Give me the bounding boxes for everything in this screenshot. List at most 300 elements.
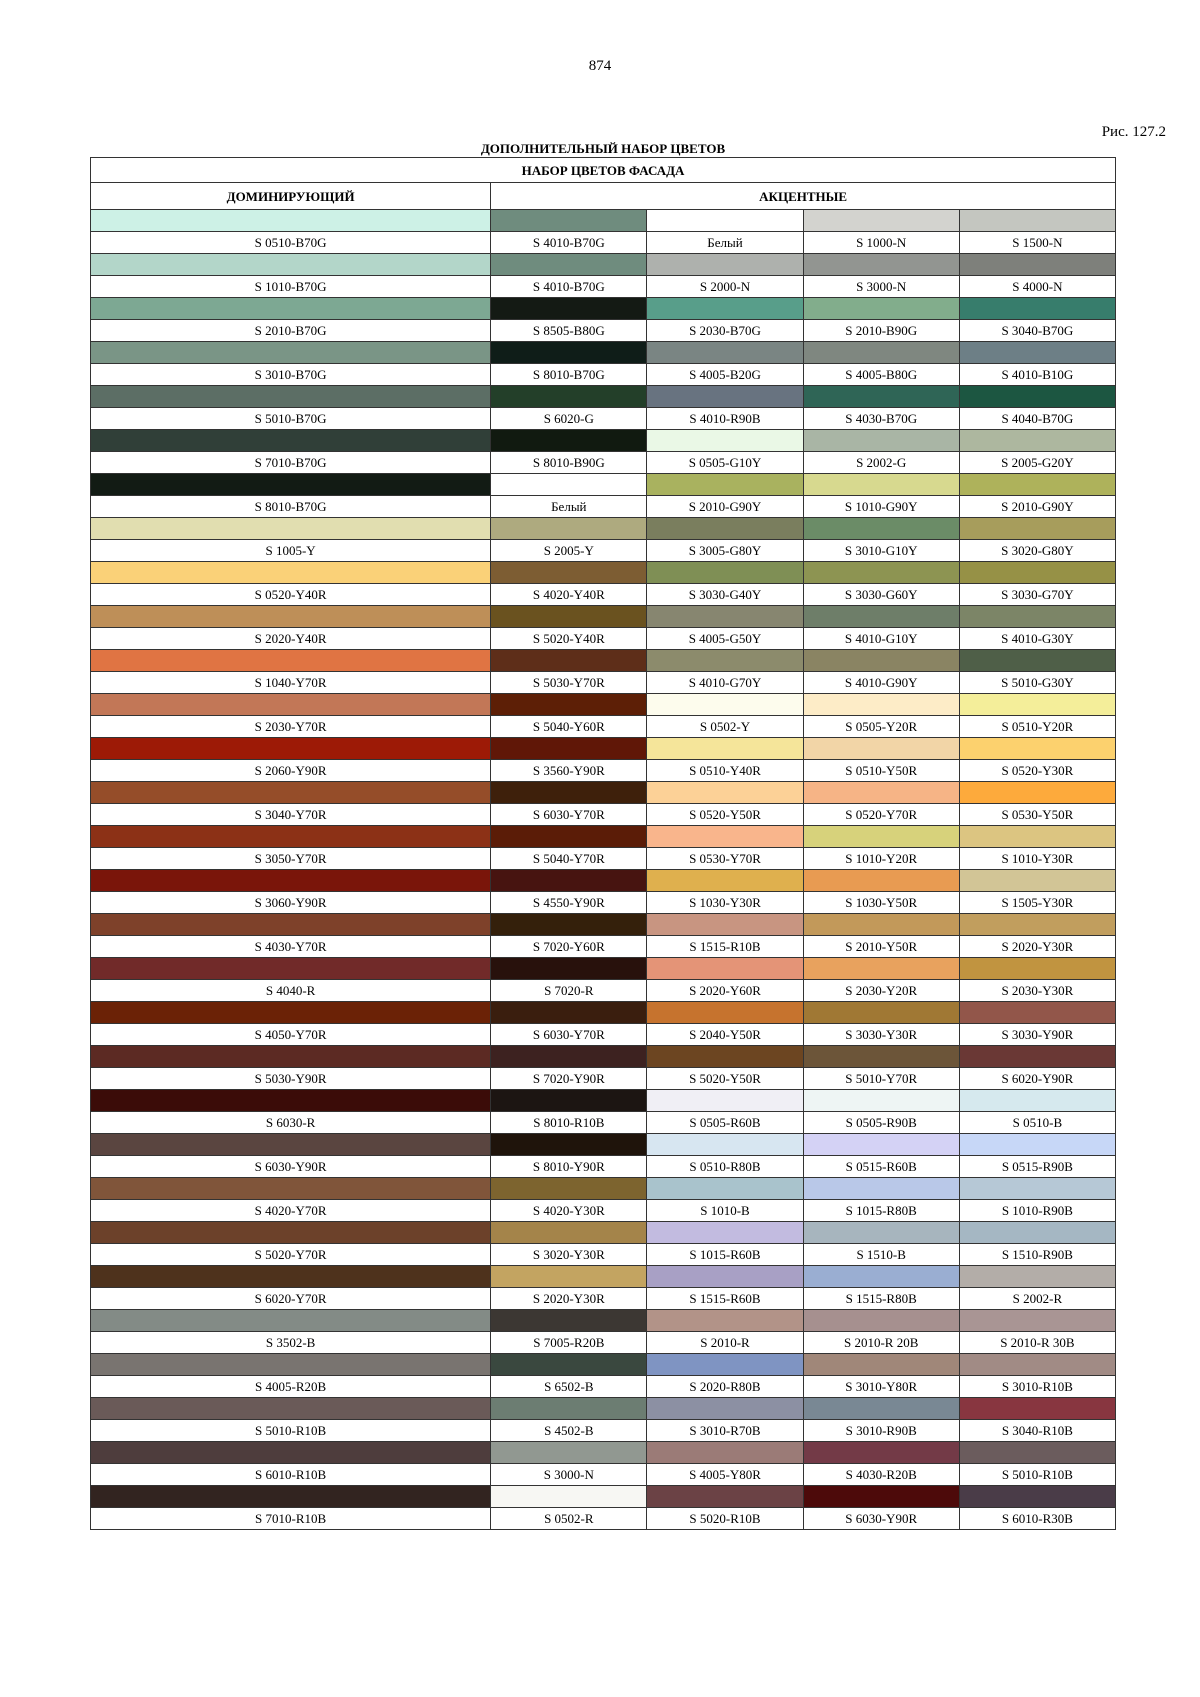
accent-color-code: S 2000-N xyxy=(647,276,803,298)
accent-color-code: S 4030-R20B xyxy=(803,1464,959,1486)
accent-color-code: S 0530-Y70R xyxy=(647,848,803,870)
accent-color-code: S 0515-R60B xyxy=(803,1156,959,1178)
accent-color-swatch xyxy=(491,1442,647,1464)
accent-color-code: S 1510-B xyxy=(803,1244,959,1266)
accent-color-swatch xyxy=(959,210,1115,232)
accent-color-swatch xyxy=(647,826,803,848)
accent-color-swatch xyxy=(803,870,959,892)
accent-color-code: S 5020-R10B xyxy=(647,1508,803,1530)
accent-color-swatch xyxy=(647,958,803,980)
dominant-color-code: S 4050-Y70R xyxy=(91,1024,491,1046)
accent-color-swatch xyxy=(647,650,803,672)
accent-color-swatch xyxy=(803,254,959,276)
accent-color-swatch xyxy=(647,1398,803,1420)
name-row xyxy=(91,1332,1116,1354)
accent-color-swatch xyxy=(803,1266,959,1288)
accent-color-code: Белый xyxy=(647,232,803,254)
dominant-color-code: S 6020-Y70R xyxy=(91,1288,491,1310)
accent-color-code: S 2020-Y60R xyxy=(647,980,803,1002)
accent-color-swatch xyxy=(959,958,1115,980)
accent-color-swatch xyxy=(959,1442,1115,1464)
accent-color-swatch xyxy=(959,870,1115,892)
swatch-row xyxy=(91,562,1116,584)
accent-color-swatch xyxy=(959,1134,1115,1156)
swatch-row xyxy=(91,298,1116,320)
accent-color-code: S 1015-R80B xyxy=(803,1200,959,1222)
name-row xyxy=(91,892,1116,914)
table-subtitle: НАБОР ЦВЕТОВ ФАСАДА xyxy=(91,158,1116,183)
swatch-row xyxy=(91,1002,1116,1024)
accent-color-code: S 3040-B70G xyxy=(959,320,1115,342)
dominant-color-code: S 0520-Y40R xyxy=(91,584,491,606)
dominant-color-swatch xyxy=(91,562,491,584)
accent-color-swatch xyxy=(803,782,959,804)
accent-color-code: S 6010-R30B xyxy=(959,1508,1115,1530)
dominant-color-code: S 0510-B70G xyxy=(91,232,491,254)
accent-color-swatch xyxy=(647,1442,803,1464)
swatch-row xyxy=(91,826,1116,848)
dominant-color-code: S 3502-B xyxy=(91,1332,491,1354)
accent-color-code: S 1010-R90B xyxy=(959,1200,1115,1222)
name-row xyxy=(91,1112,1116,1134)
name-row xyxy=(91,672,1116,694)
accent-color-swatch xyxy=(803,1046,959,1068)
accent-color-swatch xyxy=(959,1178,1115,1200)
accent-color-code: S 2010-R xyxy=(647,1332,803,1354)
accent-color-swatch xyxy=(647,606,803,628)
accent-color-code: S 6020-G xyxy=(491,408,647,430)
accent-color-code: S 1010-Y30R xyxy=(959,848,1115,870)
accent-color-code: S 3010-R70B xyxy=(647,1420,803,1442)
dominant-color-code: S 4030-Y70R xyxy=(91,936,491,958)
accent-color-code: S 0505-R60B xyxy=(647,1112,803,1134)
accent-color-code: S 8010-R10B xyxy=(491,1112,647,1134)
accent-color-code: S 4005-Y80R xyxy=(647,1464,803,1486)
accent-color-swatch xyxy=(803,738,959,760)
dominant-color-code: S 3060-Y90R xyxy=(91,892,491,914)
accent-color-code: S 4030-B70G xyxy=(803,408,959,430)
accent-color-swatch xyxy=(959,1398,1115,1420)
accent-color-swatch xyxy=(803,958,959,980)
swatch-row xyxy=(91,1442,1116,1464)
dominant-color-code: S 2030-Y70R xyxy=(91,716,491,738)
accent-color-swatch xyxy=(959,298,1115,320)
accent-color-swatch xyxy=(959,562,1115,584)
accent-color-code: S 2010-Y50R xyxy=(803,936,959,958)
accent-color-code: S 5010-R10B xyxy=(959,1464,1115,1486)
accent-color-code: S 4010-G10Y xyxy=(803,628,959,650)
name-row xyxy=(91,1508,1116,1530)
dominant-color-code: S 6030-Y90R xyxy=(91,1156,491,1178)
dominant-color-code: S 6010-R10B xyxy=(91,1464,491,1486)
dominant-color-swatch xyxy=(91,606,491,628)
dominant-color-code: S 3010-B70G xyxy=(91,364,491,386)
accent-color-swatch xyxy=(803,1310,959,1332)
dominant-color-code: S 5010-R10B xyxy=(91,1420,491,1442)
name-row xyxy=(91,584,1116,606)
accent-color-swatch xyxy=(647,1046,803,1068)
name-row xyxy=(91,1068,1116,1090)
accent-color-code: S 3010-Y80R xyxy=(803,1376,959,1398)
swatch-row xyxy=(91,342,1116,364)
accent-color-code: S 3560-Y90R xyxy=(491,760,647,782)
swatch-row xyxy=(91,1090,1116,1112)
accent-color-swatch xyxy=(959,254,1115,276)
accent-color-code: S 1510-R90B xyxy=(959,1244,1115,1266)
accent-color-swatch xyxy=(803,1354,959,1376)
accent-color-code: S 1500-N xyxy=(959,232,1115,254)
accent-color-code: S 4010-G30Y xyxy=(959,628,1115,650)
accent-color-code: S 8010-Y90R xyxy=(491,1156,647,1178)
swatch-row xyxy=(91,386,1116,408)
accent-color-code: S 1030-Y50R xyxy=(803,892,959,914)
accent-color-code: S 4020-Y40R xyxy=(491,584,647,606)
accent-color-code: S 6502-B xyxy=(491,1376,647,1398)
accent-color-swatch xyxy=(803,694,959,716)
accent-color-swatch xyxy=(647,210,803,232)
accent-color-swatch xyxy=(491,474,647,496)
accent-color-code: S 1515-R60B xyxy=(647,1288,803,1310)
accent-color-code: S 0505-G10Y xyxy=(647,452,803,474)
accent-color-code: S 4005-G50Y xyxy=(647,628,803,650)
accent-color-swatch xyxy=(647,1486,803,1508)
accent-color-swatch xyxy=(803,562,959,584)
dominant-color-swatch xyxy=(91,1310,491,1332)
accent-color-code: S 5040-Y70R xyxy=(491,848,647,870)
accent-color-swatch xyxy=(647,254,803,276)
dominant-color-swatch xyxy=(91,694,491,716)
dominant-color-swatch xyxy=(91,738,491,760)
accent-color-code: S 2030-Y30R xyxy=(959,980,1115,1002)
name-row xyxy=(91,1200,1116,1222)
accent-color-code: S 4550-Y90R xyxy=(491,892,647,914)
accent-color-swatch xyxy=(491,1354,647,1376)
accent-color-code: S 0520-Y30R xyxy=(959,760,1115,782)
name-row xyxy=(91,540,1116,562)
accent-color-code: S 0520-Y50R xyxy=(647,804,803,826)
accent-color-swatch xyxy=(647,738,803,760)
accent-color-code: S 2030-Y20R xyxy=(803,980,959,1002)
accent-color-swatch xyxy=(647,782,803,804)
accent-color-code: S 4020-Y30R xyxy=(491,1200,647,1222)
accent-color-code: S 0505-R90B xyxy=(803,1112,959,1134)
accent-color-swatch xyxy=(491,1486,647,1508)
accent-color-code: S 1015-R60B xyxy=(647,1244,803,1266)
dominant-color-swatch xyxy=(91,914,491,936)
name-row xyxy=(91,716,1116,738)
name-row xyxy=(91,1024,1116,1046)
accent-color-code: S 3010-R90B xyxy=(803,1420,959,1442)
name-row xyxy=(91,980,1116,1002)
accent-color-swatch xyxy=(959,518,1115,540)
dominant-color-code: S 5020-Y70R xyxy=(91,1244,491,1266)
accent-color-swatch xyxy=(647,694,803,716)
name-row xyxy=(91,1244,1116,1266)
color-swatch-table xyxy=(90,157,1116,1530)
accent-color-code: S 0505-Y20R xyxy=(803,716,959,738)
accent-color-swatch xyxy=(959,1046,1115,1068)
accent-color-swatch xyxy=(647,1002,803,1024)
accent-color-code: S 3030-Y30R xyxy=(803,1024,959,1046)
dominant-color-swatch xyxy=(91,298,491,320)
accent-color-code: S 5010-Y70R xyxy=(803,1068,959,1090)
dominant-color-swatch xyxy=(91,1002,491,1024)
accent-color-swatch xyxy=(491,1266,647,1288)
accent-color-code: S 1505-Y30R xyxy=(959,892,1115,914)
dominant-color-code: S 2010-B70G xyxy=(91,320,491,342)
accent-color-swatch xyxy=(491,914,647,936)
dominant-color-swatch xyxy=(91,254,491,276)
accent-color-code: S 2002-R xyxy=(959,1288,1115,1310)
accent-color-code: S 6030-Y90R xyxy=(803,1508,959,1530)
name-row xyxy=(91,1376,1116,1398)
accent-color-swatch xyxy=(647,1178,803,1200)
swatch-row xyxy=(91,1178,1116,1200)
accent-color-swatch xyxy=(803,1178,959,1200)
accent-color-swatch xyxy=(959,386,1115,408)
accent-color-code: S 4502-B xyxy=(491,1420,647,1442)
name-row xyxy=(91,804,1116,826)
accent-color-swatch xyxy=(491,958,647,980)
accent-color-code: S 0530-Y50R xyxy=(959,804,1115,826)
dominant-color-swatch xyxy=(91,1134,491,1156)
swatch-row xyxy=(91,650,1116,672)
accent-color-swatch xyxy=(647,430,803,452)
swatch-row xyxy=(91,1310,1116,1332)
accent-color-code: S 5010-G30Y xyxy=(959,672,1115,694)
swatch-row xyxy=(91,914,1116,936)
accent-color-swatch xyxy=(959,342,1115,364)
accent-color-code: S 3030-Y90R xyxy=(959,1024,1115,1046)
accent-color-swatch xyxy=(491,562,647,584)
accent-color-code: S 3005-G80Y xyxy=(647,540,803,562)
name-row xyxy=(91,1288,1116,1310)
accent-color-swatch xyxy=(491,430,647,452)
accent-color-code: S 3020-Y30R xyxy=(491,1244,647,1266)
accent-color-code: S 8505-B80G xyxy=(491,320,647,342)
accent-color-swatch xyxy=(491,1002,647,1024)
accent-color-code: S 0510-B xyxy=(959,1112,1115,1134)
accent-color-code: S 8010-B70G xyxy=(491,364,647,386)
swatch-row xyxy=(91,870,1116,892)
name-row xyxy=(91,364,1116,386)
dominant-color-code: S 4040-R xyxy=(91,980,491,1002)
swatch-row xyxy=(91,254,1116,276)
accent-color-code: S 0510-Y40R xyxy=(647,760,803,782)
dominant-color-code: S 3040-Y70R xyxy=(91,804,491,826)
accent-color-swatch xyxy=(647,342,803,364)
dominant-color-swatch xyxy=(91,1486,491,1508)
accent-color-swatch xyxy=(491,870,647,892)
accent-color-swatch xyxy=(803,914,959,936)
accent-color-code: S 2020-Y30R xyxy=(491,1288,647,1310)
dominant-color-swatch xyxy=(91,342,491,364)
accent-color-code: S 3010-G10Y xyxy=(803,540,959,562)
accent-color-code: S 3020-G80Y xyxy=(959,540,1115,562)
accent-color-swatch xyxy=(959,1222,1115,1244)
accent-color-code: S 4010-G90Y xyxy=(803,672,959,694)
accent-color-swatch xyxy=(803,1134,959,1156)
accent-color-swatch xyxy=(803,1398,959,1420)
accent-color-code: S 2020-R80B xyxy=(647,1376,803,1398)
accent-color-swatch xyxy=(647,914,803,936)
swatch-row xyxy=(91,694,1116,716)
accent-color-swatch xyxy=(959,1354,1115,1376)
accent-color-swatch xyxy=(959,1090,1115,1112)
dominant-color-code: S 5030-Y90R xyxy=(91,1068,491,1090)
accent-color-swatch xyxy=(803,518,959,540)
accent-color-code: S 4005-B80G xyxy=(803,364,959,386)
swatch-row xyxy=(91,1354,1116,1376)
accent-color-code: S 5020-Y40R xyxy=(491,628,647,650)
accent-color-code: S 4010-B10G xyxy=(959,364,1115,386)
accent-color-code: Белый xyxy=(491,496,647,518)
accent-color-swatch xyxy=(491,342,647,364)
accent-color-code: S 3040-R10B xyxy=(959,1420,1115,1442)
accent-color-swatch xyxy=(491,518,647,540)
accent-color-code: S 4010-B70G xyxy=(491,276,647,298)
accent-color-code: S 7020-R xyxy=(491,980,647,1002)
accent-color-code: S 4010-B70G xyxy=(491,232,647,254)
accent-color-code: S 1515-R10B xyxy=(647,936,803,958)
dominant-color-swatch xyxy=(91,518,491,540)
dominant-color-swatch xyxy=(91,430,491,452)
accent-color-swatch xyxy=(491,782,647,804)
accent-color-swatch xyxy=(647,1354,803,1376)
accent-color-code: S 6030-Y70R xyxy=(491,1024,647,1046)
accent-color-swatch xyxy=(803,1002,959,1024)
name-row xyxy=(91,1156,1116,1178)
accent-color-swatch xyxy=(491,826,647,848)
accent-color-swatch xyxy=(803,342,959,364)
accent-color-swatch xyxy=(959,1486,1115,1508)
swatch-row xyxy=(91,606,1116,628)
accent-color-swatch xyxy=(491,1090,647,1112)
accent-color-swatch xyxy=(491,1178,647,1200)
accent-color-swatch xyxy=(647,1310,803,1332)
accent-color-code: S 0510-R80B xyxy=(647,1156,803,1178)
dominant-color-swatch xyxy=(91,1178,491,1200)
swatch-row xyxy=(91,430,1116,452)
name-row xyxy=(91,760,1116,782)
dominant-color-swatch xyxy=(91,386,491,408)
dominant-color-code: S 2060-Y90R xyxy=(91,760,491,782)
accent-color-code: S 2030-B70G xyxy=(647,320,803,342)
accent-color-swatch xyxy=(491,386,647,408)
header-accent: АКЦЕНТНЫЕ xyxy=(491,183,1116,210)
accent-color-swatch xyxy=(803,430,959,452)
accent-color-swatch xyxy=(959,914,1115,936)
swatch-row xyxy=(91,1134,1116,1156)
dominant-color-code: S 8010-B70G xyxy=(91,496,491,518)
name-row xyxy=(91,936,1116,958)
dominant-color-swatch xyxy=(91,210,491,232)
accent-color-code: S 2040-Y50R xyxy=(647,1024,803,1046)
accent-color-swatch xyxy=(803,474,959,496)
accent-color-swatch xyxy=(647,298,803,320)
dominant-color-swatch xyxy=(91,782,491,804)
swatch-row xyxy=(91,1486,1116,1508)
accent-color-swatch xyxy=(647,518,803,540)
dominant-color-swatch xyxy=(91,1354,491,1376)
accent-color-code: S 8010-B90G xyxy=(491,452,647,474)
accent-color-code: S 2010-B90G xyxy=(803,320,959,342)
accent-color-code: S 1010-B xyxy=(647,1200,803,1222)
dominant-color-swatch xyxy=(91,1398,491,1420)
accent-color-swatch xyxy=(803,606,959,628)
accent-color-swatch xyxy=(959,650,1115,672)
dominant-color-swatch xyxy=(91,1046,491,1068)
name-row xyxy=(91,848,1116,870)
accent-color-code: S 1000-N xyxy=(803,232,959,254)
dominant-color-swatch xyxy=(91,826,491,848)
accent-color-swatch xyxy=(491,650,647,672)
accent-color-code: S 4010-R90B xyxy=(647,408,803,430)
page-number: 874 xyxy=(588,58,612,74)
accent-color-swatch xyxy=(491,254,647,276)
dominant-color-swatch xyxy=(91,1090,491,1112)
accent-color-swatch xyxy=(491,210,647,232)
accent-color-swatch xyxy=(491,1398,647,1420)
header-dominant: ДОМИНИРУЮЩИЙ xyxy=(91,183,491,210)
accent-color-code: S 0515-R90B xyxy=(959,1156,1115,1178)
accent-color-swatch xyxy=(959,826,1115,848)
accent-color-swatch xyxy=(647,1266,803,1288)
name-row xyxy=(91,496,1116,518)
accent-color-swatch xyxy=(803,210,959,232)
accent-color-code: S 4000-N xyxy=(959,276,1115,298)
dominant-color-code: S 4020-Y70R xyxy=(91,1200,491,1222)
accent-color-swatch xyxy=(647,870,803,892)
accent-color-code: S 5040-Y60R xyxy=(491,716,647,738)
accent-color-code: S 2020-Y30R xyxy=(959,936,1115,958)
name-row xyxy=(91,320,1116,342)
accent-color-code: S 0502-R xyxy=(491,1508,647,1530)
accent-color-code: S 7020-Y90R xyxy=(491,1068,647,1090)
accent-color-swatch xyxy=(803,1090,959,1112)
accent-color-code: S 5030-Y70R xyxy=(491,672,647,694)
accent-color-swatch xyxy=(647,386,803,408)
name-row xyxy=(91,232,1116,254)
name-row xyxy=(91,628,1116,650)
accent-color-swatch xyxy=(959,474,1115,496)
accent-color-swatch xyxy=(803,650,959,672)
dominant-color-code: S 1040-Y70R xyxy=(91,672,491,694)
accent-color-swatch xyxy=(491,606,647,628)
swatch-row xyxy=(91,1266,1116,1288)
accent-color-code: S 2010-G90Y xyxy=(647,496,803,518)
accent-color-code: S 3000-N xyxy=(803,276,959,298)
accent-color-code: S 1010-G90Y xyxy=(803,496,959,518)
swatch-row xyxy=(91,210,1116,232)
dominant-color-swatch xyxy=(91,870,491,892)
name-row xyxy=(91,1420,1116,1442)
accent-color-code: S 2005-G20Y xyxy=(959,452,1115,474)
accent-color-code: S 0510-Y50R xyxy=(803,760,959,782)
swatch-row xyxy=(91,518,1116,540)
accent-color-code: S 0520-Y70R xyxy=(803,804,959,826)
accent-color-swatch xyxy=(803,1442,959,1464)
accent-color-code: S 1030-Y30R xyxy=(647,892,803,914)
figure-label: Рис. 127.2 xyxy=(1101,124,1166,140)
accent-color-code: S 0502-Y xyxy=(647,716,803,738)
accent-color-swatch xyxy=(803,826,959,848)
accent-color-swatch xyxy=(959,1310,1115,1332)
accent-color-swatch xyxy=(803,1222,959,1244)
name-row xyxy=(91,408,1116,430)
dominant-color-swatch xyxy=(91,958,491,980)
accent-color-swatch xyxy=(491,1310,647,1332)
